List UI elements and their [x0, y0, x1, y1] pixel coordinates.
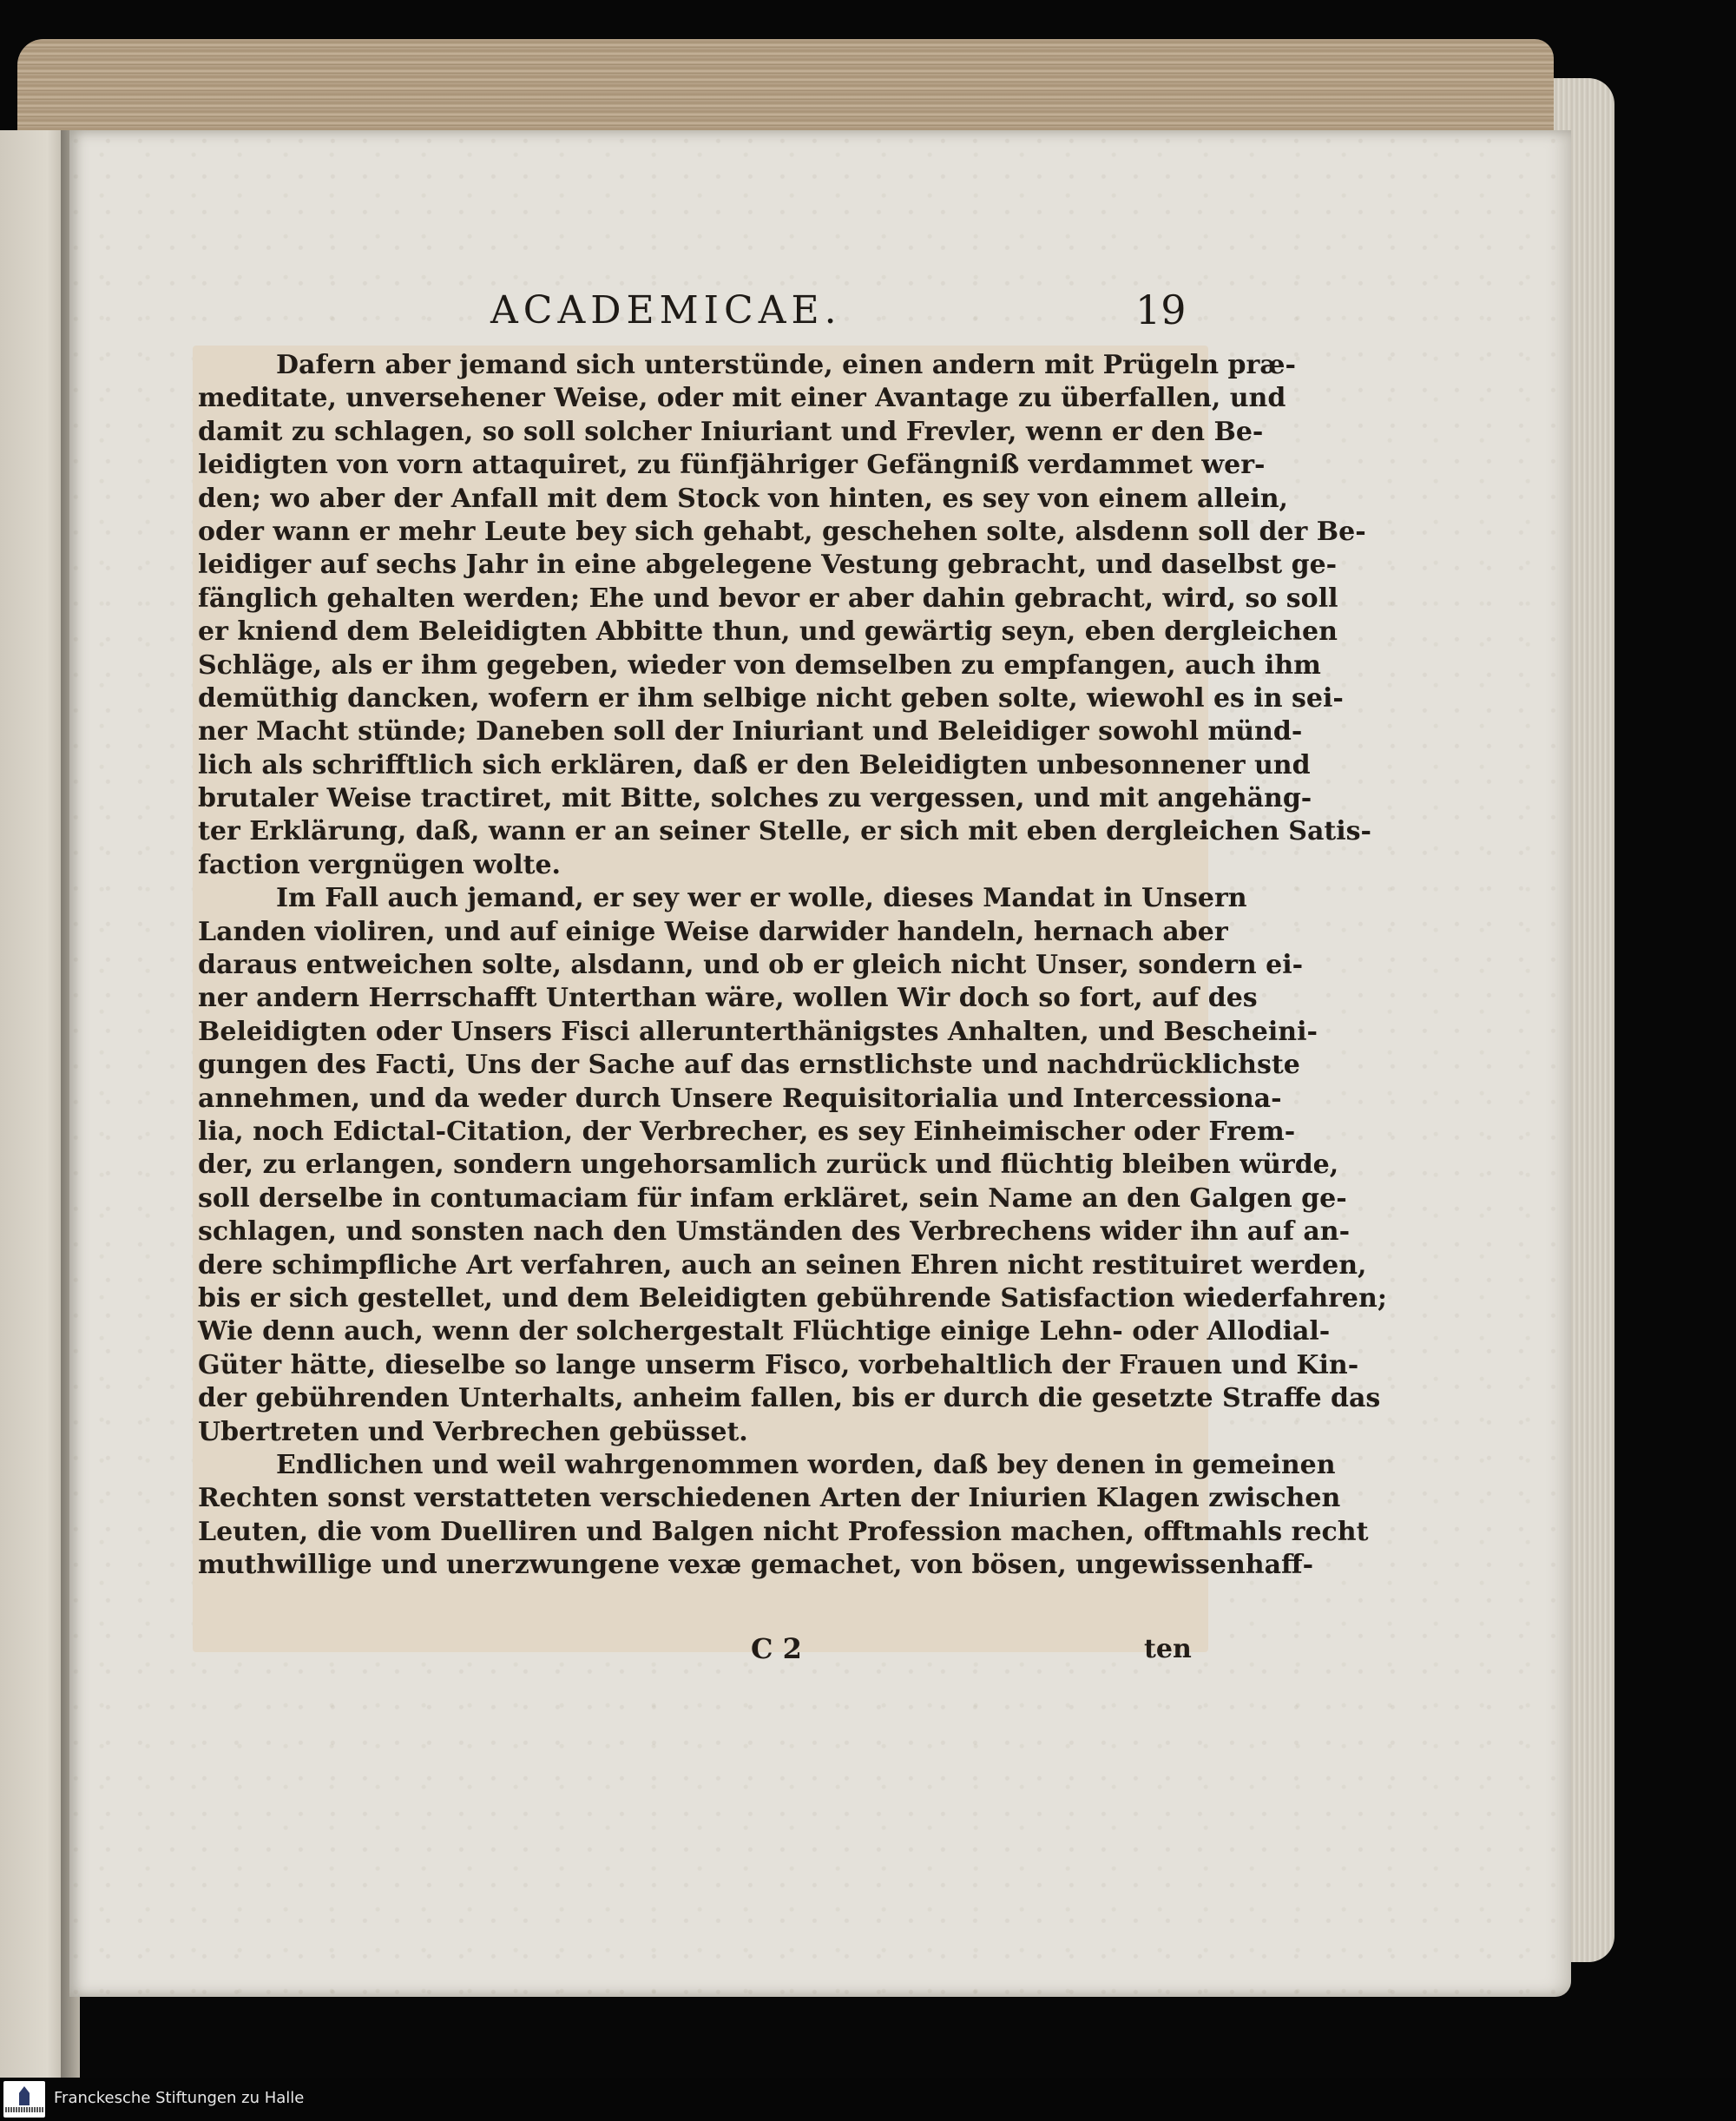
text-line: Beleidigten oder Unsers Fisci allerunterthänigstes Anhalten, und Bescheini- — [198, 1016, 1318, 1047]
text-line: dere schimpfliche Art verfahren, auch an seinen Ehren nicht restituiret werden, — [198, 1249, 1367, 1281]
text-line: er kniend dem Beleidigten Abbitte thun, und gewärtig seyn, eben dergleichen — [198, 616, 1338, 648]
text-line: Güter hätte, dieselbe so lange unserm Fisco, vorbehaltlich der Frauen und Kin- — [198, 1349, 1359, 1380]
page-body-text — [198, 349, 1387, 1582]
text-line: gungen des Facti, Uns der Sache auf das ernstlichste und nachdrücklichste — [198, 1050, 1300, 1081]
text-line: meditate, unversehener Weise, oder mit einer Avantage zu überfallen, und — [198, 383, 1286, 414]
text-line: leidiger auf sechs Jahr in eine abgelegene Vestung gebracht, und daselbst ge- — [198, 550, 1338, 581]
text-line: Leuten, die vom Duelliren und Balgen nicht Profession machen, offtmahls recht — [198, 1516, 1369, 1547]
text-line: Rechten sonst verstatteten verschiedenen Arten der Iniurien Klagen zwischen — [198, 1483, 1341, 1514]
text-line: Landen violiren, und auf einige Weise darwider handeln, hernach aber — [198, 916, 1228, 947]
catchword: ten — [1144, 1634, 1192, 1664]
running-head: ACADEMICAE. — [490, 288, 842, 333]
signature-mark: C 2 — [751, 1632, 802, 1665]
text-line: leidigten von vorn attaquiret, zu fünfjähriger Gefängniß verdammet wer- — [198, 450, 1266, 481]
franckesche-stiftungen-logo — [3, 2081, 45, 2118]
text-line: lich als schrifftlich sich erklären, daß er den Beleidigten unbesonnener und — [198, 749, 1311, 781]
text-line: ner andern Herrschafft Unterthan wäre, wollen Wir doch so fort, auf des — [198, 983, 1258, 1014]
text-line: Dafern aber jemand sich unterstünde, einen andern mit Prügeln præ- — [276, 350, 1296, 380]
text-line: ter Erklärung, daß, wann er an seiner Stelle, er sich mit eben dergleichen Satis- — [198, 816, 1371, 847]
text-line: Schläge, als er ihm gegeben, wieder von demselben zu empfangen, auch ihm — [198, 649, 1321, 681]
text-line: oder wann er mehr Leute bey sich gehabt, geschehen solte, alsdenn soll der Be- — [198, 516, 1366, 547]
text-line: Wie denn auch, wenn der solchergestalt Flüchtige einige Lehn- oder Allodial- — [198, 1316, 1331, 1347]
text-line: ner Macht stünde; Daneben soll der Iniuriant und Beleidiger sowohl münd- — [198, 716, 1303, 748]
text-line: fänglich gehalten werden; Ehe und bevor er aber dahin gebracht, wird, so soll — [198, 583, 1338, 614]
text-line: annehmen, und da weder durch Unsere Requisitorialia und Intercessiona- — [198, 1083, 1282, 1114]
text-line: Im Fall auch jemand, er sey wer er wolle, dieses Mandat in Unsern — [276, 883, 1247, 914]
text-line: den; wo aber der Anfall mit dem Stock von hinten, es sey von einem allein, — [198, 483, 1289, 514]
text-line: demüthig dancken, wofern er ihm selbige nicht geben solte, wiewohl es in sei- — [198, 682, 1344, 714]
text-line: lia, noch Edictal-Citation, der Verbrecher, es sey Einheimischer oder Frem- — [198, 1116, 1296, 1147]
text-line: der gebührenden Unterhalts, anheim fallen, bis er durch die gesetzte Straffe das — [198, 1383, 1381, 1414]
text-line: bis er sich gestellet, und dem Beleidigten gebührende Satisfaction wiederfahren; — [198, 1282, 1387, 1314]
text-line: daraus entweichen solte, alsdann, und ob er gleich nicht Unser, sondern ei- — [198, 950, 1304, 981]
text-line: Endlichen und weil wahrgenommen worden, daß bey denen in gemeinen — [276, 1449, 1336, 1480]
facing-page-edge — [0, 130, 68, 2078]
text-line: damit zu schlagen, so soll solcher Iniuriant und Frevler, wenn er den Be- — [198, 416, 1264, 447]
building-icon — [19, 2086, 30, 2105]
footer-bar — [0, 2078, 1736, 2121]
text-line: Ubertreten und Verbrechen gebüsset. — [198, 1416, 748, 1447]
text-line: soll derselbe in contumaciam für infam erkläret, sein Name an den Galgen ge- — [198, 1182, 1347, 1214]
text-line: muthwillige und unerzwungene vexæ gemachet, von bösen, ungewissenhaff- — [198, 1550, 1314, 1581]
footer-institution-name: Franckesche Stiftungen zu Halle — [54, 2089, 305, 2107]
page-number: 19 — [1135, 287, 1187, 333]
text-line: der, zu erlangen, sondern ungehorsamlich zurück und flüchtig bleiben würde, — [198, 1149, 1339, 1181]
text-line: faction vergnügen wolte. — [198, 849, 561, 880]
text-line: brutaler Weise tractiret, mit Bitte, solches zu vergessen, und mit angehäng- — [198, 783, 1312, 814]
text-line: schlagen, und sonsten nach den Umständen des Verbrechens wider ihn auf an- — [198, 1216, 1351, 1248]
logo-wordmark — [5, 2107, 43, 2112]
